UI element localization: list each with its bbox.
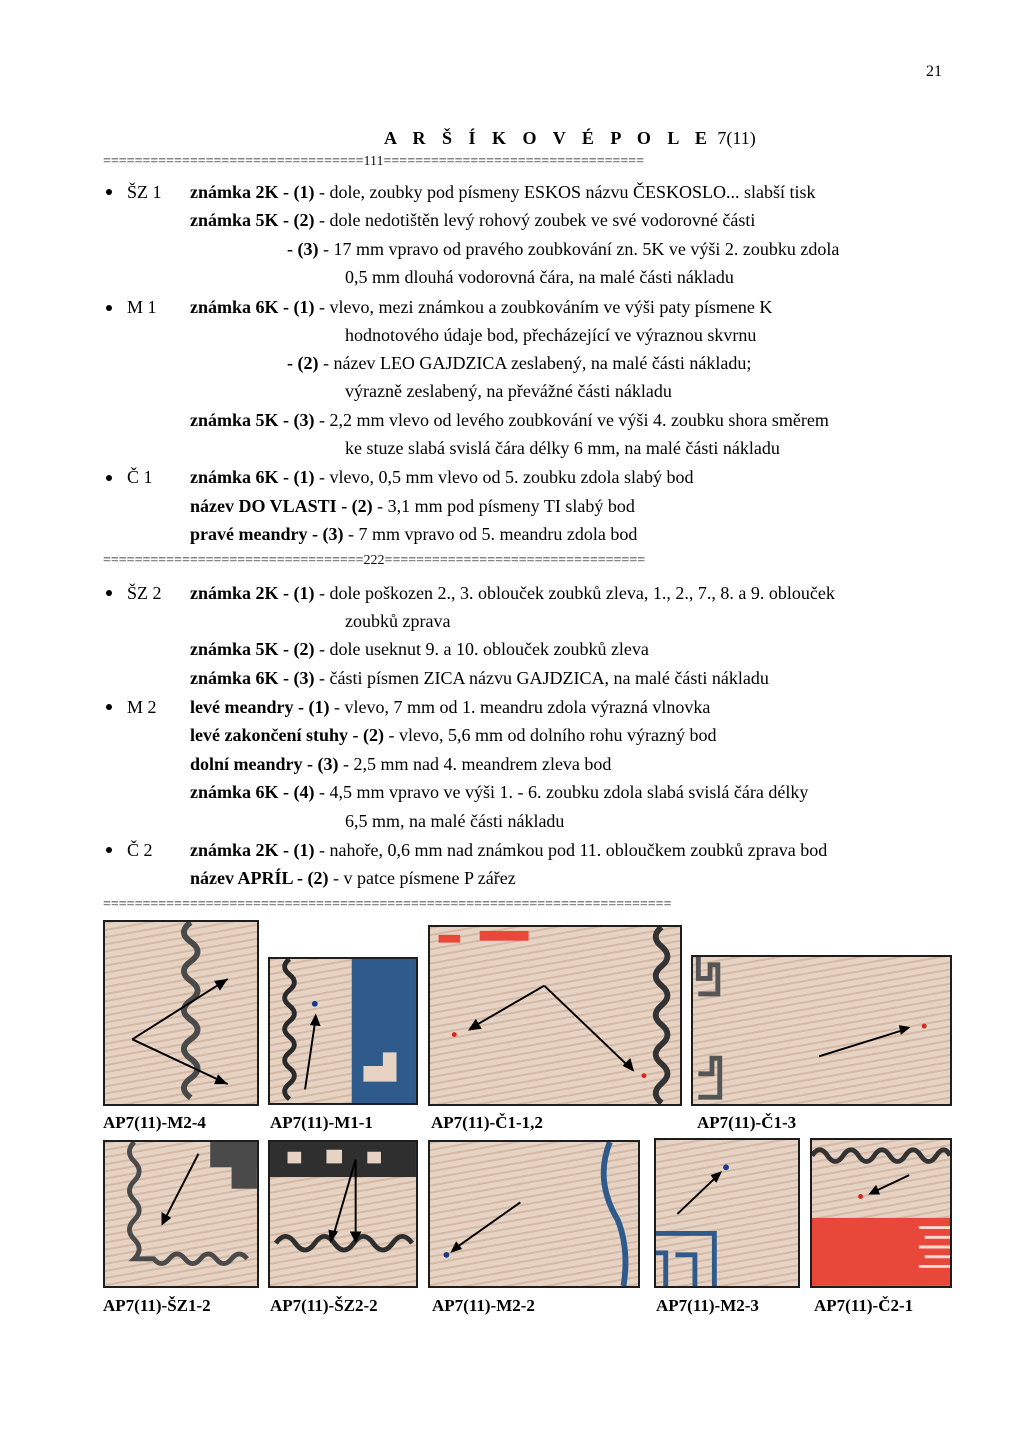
c1-l3-text: - 7 mm vpravo od 5. meandru zdola bod — [343, 524, 638, 544]
m2-l4-bold: známka 6K - (4) — [190, 782, 315, 802]
entry-label-m1: M 1 — [127, 297, 157, 317]
sz2-l1-bold: známka 2K - (1) — [190, 583, 315, 603]
stamp-detail-photo — [428, 1140, 640, 1288]
bullet — [106, 847, 112, 853]
page-title — [384, 127, 756, 149]
separator-end: ======================================================================== — [103, 898, 672, 912]
photo-caption: AP7(11)-M2-2 — [432, 1296, 535, 1315]
entry-label-c1: Č 1 — [127, 467, 153, 487]
c1-line-2 — [190, 495, 635, 517]
bullet — [106, 305, 112, 311]
m2-line-4 — [190, 781, 808, 803]
m2-line-2 — [190, 724, 716, 746]
stamp-detail-photo — [654, 1138, 800, 1288]
stamp-detail-drawing — [430, 927, 680, 1104]
m1-line-4: výrazně zeslabený, na převážné části nákladu — [345, 381, 672, 401]
sz1-line-4: 0,5 mm dlouhá vodorovná čára, na malé části nákladu — [345, 267, 734, 287]
stamp-detail-drawing — [693, 957, 950, 1104]
m2-l1-bold: levé meandry - (1) — [190, 697, 330, 717]
sz2-l4-bold: známka 6K - (3) — [190, 668, 315, 688]
c1-l1-text: - vlevo, 0,5 mm vlevo od 5. zoubku zdola slabý bod — [314, 467, 694, 487]
c1-l3-bold: pravé meandry - (3) — [190, 524, 344, 544]
sz2-line-4 — [190, 667, 769, 689]
entry-label-sz1: ŠZ 1 — [127, 182, 162, 202]
m1-l1-text: - vlevo, mezi známkou a zoubkováním ve výši paty písmene K — [314, 297, 773, 317]
photo-caption: AP7(11)-ŠZ2-2 — [270, 1296, 378, 1315]
m2-line-5: 6,5 mm, na malé části nákladu — [345, 811, 565, 831]
separator-222: =================================222================================= — [103, 554, 646, 568]
photo-caption: AP7(11)-ŠZ1-2 — [103, 1296, 211, 1315]
bullet — [106, 189, 112, 195]
m2-line-3 — [190, 753, 611, 775]
m1-l5-bold: známka 5K - (3) — [190, 410, 315, 430]
sz1-l1-bold: známka 2K - (1) — [190, 182, 315, 202]
entry-label-sz2: ŠZ 2 — [127, 583, 162, 603]
m2-l2-bold: levé zakončení stuhy - (2) — [190, 725, 384, 745]
sz2-l1-text: - dole poškozen 2., 3. oblouček zoubků zleva, 1., 2., 7., 8. a 9. oblouček — [314, 583, 835, 603]
sz2-line-3 — [190, 638, 649, 660]
bullet — [106, 475, 112, 481]
sz2-line-2: zoubků zprava — [345, 611, 451, 631]
title-spaced: A R Š Í K O V É P O L E — [384, 128, 713, 148]
c2-line-2 — [190, 867, 516, 889]
stamp-detail-drawing — [270, 959, 416, 1103]
sz2-l3-text: - dole useknut 9. a 10. oblouček zoubků zleva — [314, 639, 649, 659]
c2-l1-bold: známka 2K - (1) — [190, 840, 315, 860]
stamp-detail-photo — [810, 1138, 952, 1288]
stamp-detail-photo — [103, 1140, 259, 1288]
m1-line-6: ke stuze slabá svislá čára délky 6 mm, na malé části nákladu — [345, 438, 780, 458]
c1-l2-text: - 3,1 mm pod písmeny TI slabý bod — [372, 496, 635, 516]
bullet — [106, 590, 112, 596]
stamp-detail-photo — [268, 957, 418, 1105]
m1-l5-text: - 2,2 mm vlevo od levého zoubkování ve výši 4. zoubku shora směrem — [314, 410, 829, 430]
m1-l3-text: - název LEO GAJDZICA zeslabený, na malé části nákladu; — [318, 353, 752, 373]
m1-line-2: hodnotového údaje bod, přecházející ve výraznou skvrnu — [345, 325, 757, 345]
photo-caption: AP7(11)-Č1-1,2 — [431, 1113, 543, 1132]
m2-l4-text: - 4,5 mm vpravo ve výši 1. - 6. zoubku zdola slabá svislá čára délky — [314, 782, 809, 802]
stamp-detail-drawing — [430, 1142, 638, 1286]
bullet — [106, 704, 112, 710]
stamp-detail-drawing — [105, 1142, 257, 1286]
sz1-line-3 — [287, 238, 839, 260]
sz2-l4-text: - části písmen ZICA názvu GAJDZICA, na malé části nákladu — [314, 668, 769, 688]
sz1-l3-text: - 17 mm vpravo od pravého zoubkování zn. 5K ve výši 2. zoubku zdola — [318, 239, 840, 259]
m1-line-5 — [190, 409, 829, 431]
stamp-detail-photo — [103, 920, 259, 1106]
c1-line-3 — [190, 523, 637, 545]
stamp-detail-drawing — [812, 1140, 950, 1286]
stamp-detail-photo — [428, 925, 682, 1106]
photo-caption: AP7(11)-M1-1 — [270, 1113, 373, 1132]
m1-l3-bold: - (2) — [287, 353, 319, 373]
c2-l2-bold: název APRÍL - (2) — [190, 868, 329, 888]
sz1-line-1 — [190, 181, 816, 203]
sz2-line-1 — [190, 582, 835, 604]
m2-l2-text: - vlevo, 5,6 mm od dolního rohu výrazný bod — [383, 725, 717, 745]
c1-l1-bold: známka 6K - (1) — [190, 467, 315, 487]
m2-line-1 — [190, 696, 710, 718]
photo-caption: AP7(11)-Č2-1 — [814, 1296, 914, 1315]
c2-l2-text: - v patce písmene P zářez — [328, 868, 516, 888]
stamp-detail-photo — [691, 955, 952, 1106]
stamp-detail-photo — [268, 1140, 418, 1288]
sz1-l2-text: - dole nedotištěn levý rohový zoubek ve své vodorovné části — [314, 210, 756, 230]
m2-l3-text: - 2,5 mm nad 4. meandrem zleva bod — [338, 754, 612, 774]
entry-label-c2: Č 2 — [127, 840, 153, 860]
photo-caption: AP7(11)-Č1-3 — [697, 1113, 797, 1132]
sz1-line-2 — [190, 209, 755, 231]
m1-l1-bold: známka 6K - (1) — [190, 297, 315, 317]
c1-l2-bold: název DO VLASTI - (2) — [190, 496, 373, 516]
c1-line-1 — [190, 466, 693, 488]
sz1-l3-bold: - (3) — [287, 239, 319, 259]
stamp-detail-drawing — [656, 1140, 798, 1286]
c2-line-1 — [190, 839, 827, 861]
photo-caption: AP7(11)-M2-4 — [103, 1113, 206, 1132]
photo-caption: AP7(11)-M2-3 — [656, 1296, 759, 1315]
entry-label-m2: M 2 — [127, 697, 157, 717]
sz1-l2-bold: známka 5K - (2) — [190, 210, 315, 230]
m1-line-1 — [190, 296, 772, 318]
m1-line-3 — [287, 352, 751, 374]
sz2-l3-bold: známka 5K - (2) — [190, 639, 315, 659]
stamp-detail-drawing — [105, 922, 257, 1104]
m2-l3-bold: dolní meandry - (3) — [190, 754, 339, 774]
title-suffix: 7(11) — [712, 128, 756, 148]
sz1-l1-text: - dole, zoubky pod písmeny ESKOS názvu ČESKOSLO... slabší tisk — [314, 182, 816, 202]
c2-l1-text: - nahoře, 0,6 mm nad známkou pod 11. obloučkem zoubků zprava bod — [314, 840, 828, 860]
separator-111: =================================111================================= — [103, 155, 645, 169]
page-number: 21 — [926, 63, 942, 80]
stamp-detail-drawing — [270, 1142, 416, 1286]
m2-l1-text: - vlevo, 7 mm od 1. meandru zdola výrazná vlnovka — [329, 697, 711, 717]
